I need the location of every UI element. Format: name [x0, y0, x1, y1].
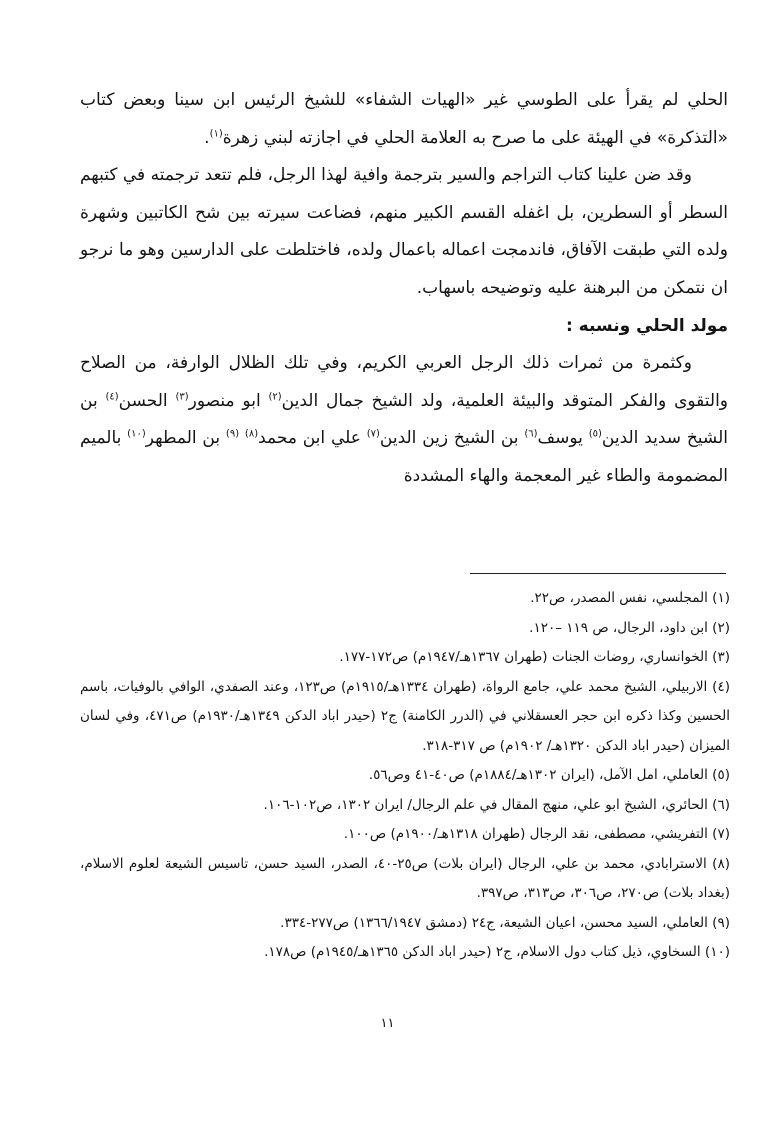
- text-run: بن الشيخ زين الدين: [379, 428, 525, 449]
- text-run: علي ابن محمد: [258, 428, 367, 449]
- footnote-4: (٤) الاربيلي، الشيخ محمد علي، جامع الرواة، (طهران ١٣٣٤هـ/١٩١٥م) ص١٢٣، وعند الصفدي، الوافي بالوفيات، باسم الحسين وكذا ذكره ابن حجر العسقلاني في (الدرر الكامنة) ج٢ (حيدر اباد الدكن ١٣٤٩هـ/١٩٣٠م) ص٤٧١، وفي لسان الميزان (حيدر اباد الدكن ١٣٢٠هـ/ ١٩٠٢م) ص ٣١٧-٣١٨.: [80, 678, 730, 754]
- footnote-10: (١٠) السخاوي، ذيل كتاب دول الاسلام، ج٢ (حيدر اباد الدكن ١٣٦٥هـ/١٩٤٥م) ص١٧٨.: [264, 944, 730, 960]
- footnote-separator: [470, 573, 726, 574]
- footnote-ref-6: (٦): [524, 428, 538, 440]
- footnote-ref-9: (٩): [225, 428, 240, 440]
- paragraph-1-text: الحلي لم يقرأ على الطوسي غير «الهيات الشفاء» للشيخ الرئيس ابن سينا وبعض كتاب «التذكرة» في الهيئة على ما صرح به العلامة الحلي في اجازته لبني زهرة: [80, 90, 728, 148]
- page-number: ١١: [380, 1016, 395, 1031]
- footnote-5: (٥) العاملي، امل الآمل، (ايران ١٣٠٢هـ/١٨٨٤م) ص٤٠-٤١ وص٥٦.: [368, 767, 730, 783]
- footnote-ref-3: (٣): [175, 391, 189, 403]
- footnote-7: (٧) التفريشي، مصطفى، نقد الرجال (طهران ١٣١٨هـ/١٩٠٠م) ص١٠٠.: [343, 826, 730, 842]
- text-run: الحسن: [118, 390, 176, 411]
- footnote-8: (٨) الاسترابادي، محمد بن علي، الرجال (ايران بلات) ص٢٥-٤٠، الصدر، السيد حسن، تاسيس الشيعة لعلوم الاسلام، (بغداد بلات) ص٢٧٠، ص٣٠٦، ص٣١٣، ص٣٩٧.: [80, 855, 730, 901]
- paragraph-1: الحلي لم يقرأ على الطوسي غير «الهيات الشفاء» للشيخ الرئيس ابن سينا وبعض كتاب «التذكرة» في الهيئة على ما صرح به العلامة الحلي في اجازته لبني زهرة$^{(١)}$.: [80, 90, 728, 148]
- paragraph-3: [80, 345, 728, 495]
- footnote-ref-1: (١): [209, 127, 223, 139]
- section-heading: مولد الحلي ونسبه :: [565, 315, 728, 336]
- text-run: يوسف: [537, 428, 589, 449]
- footnote-ref-8: (٨): [244, 428, 259, 440]
- text-run: وكثمرة من ثمرات ذلك الرجل العربي الكريم، وفي تلك الظلال الوارفة، من الصلاح والتقوى والفكر المتوقد والبيئة العلمية، ولد الشيخ جمال الدين: [80, 353, 729, 411]
- text-run: ابو منصور: [188, 390, 269, 411]
- footnote-ref-5: (٥): [588, 428, 602, 440]
- main-text: [80, 82, 728, 496]
- footnote-9: (٩) العاملي، السيد محسن، اعيان الشيعة، ج٢٤ (دمشق ١٣٦٦/١٩٤٧) ص٢٧٧-٣٣٤.: [280, 914, 730, 931]
- footnote-ref-10: (١٠): [127, 428, 146, 440]
- text-run: بالميم المضمومة والطاء غير المعجمة والهاء المشددة: [80, 428, 728, 486]
- footnote-1: (١) المجلسي، نفس المصدر، ص٢٢.: [530, 590, 730, 606]
- footnote-6: (٦) الحائري، الشيخ ابو علي، منهج المقال في علم الرجال/ ايران ١٣٠٢، ص١٠٢-١٠٦.: [263, 796, 730, 813]
- paragraph-2: وقد ضن علينا كتاب التراجم والسير بترجمة وافية لهذا الرجل، فلم تتعد ترجمته في كتبهم السطر أو السطرين، بل اغفله القسم الكبير منهم، فضاعت سيرته بين شح الكاتبين وشهرة ولده التي طبقت الآفاق، فاندمجت اعماله باعمال ولده، فاختلطت على الدارسين وهو ما نرجو ان نتمكن من البرهنة عليه وتوضيحه باسهاب.: [79, 165, 728, 298]
- footnote-ref-4: (٤): [105, 391, 119, 403]
- footnote-ref-7: (٧): [366, 428, 380, 440]
- footnotes-list: [80, 584, 730, 968]
- footnote-ref-2: (٢): [268, 391, 282, 403]
- footnote-2: (٢) ابن داود، الرجال، ص ١١٩ –١٢٠.: [529, 619, 730, 636]
- footnote-3: (٣) الخوانساري، روضات الجنات (طهران ١٣٦٧هـ/١٩٤٧م) ص١٧٢-١٧٧.: [339, 649, 730, 665]
- text-run: بن الشيخ سديد الدين: [80, 390, 728, 449]
- text-run: بن المطهر: [145, 428, 226, 449]
